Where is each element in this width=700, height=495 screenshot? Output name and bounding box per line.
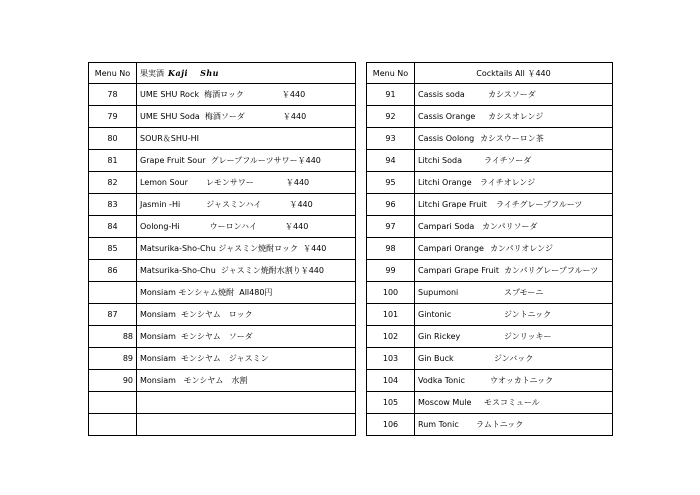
table-row — [89, 282, 356, 304]
menu-item: Monsiam モンシャム焼酎 All480円 — [137, 282, 356, 304]
menu-number: 93 — [367, 128, 415, 150]
table-row — [367, 414, 613, 436]
table-row — [367, 194, 613, 216]
menu-item: Oolong-Hi ウーロンハイ ￥440 — [137, 216, 356, 238]
menu-item: Campari Soda カンパリソーダ — [415, 216, 613, 238]
table-row — [89, 414, 356, 436]
menu-number: 87 — [89, 304, 137, 326]
table-row — [367, 128, 613, 150]
menu-number: 85 — [89, 238, 137, 260]
table-row — [89, 238, 356, 260]
menu-item: Jasmin -Hi ジャスミンハイ ￥440 — [137, 194, 356, 216]
menu-number: 79 — [89, 106, 137, 128]
table-row — [367, 392, 613, 414]
menu-number: 104 — [367, 370, 415, 392]
table-row — [367, 172, 613, 194]
menu-item: Gintonic ジントニック — [415, 304, 613, 326]
table-row — [89, 260, 356, 282]
menu-number: 91 — [367, 84, 415, 106]
menu-number: 88 — [89, 326, 137, 348]
table-row — [367, 238, 613, 260]
menu-item: Gin Rickey ジンリッキー — [415, 326, 613, 348]
table-row — [89, 216, 356, 238]
table-row — [367, 106, 613, 128]
menu-number: 90 — [89, 370, 137, 392]
menu-number: 102 — [367, 326, 415, 348]
table-row — [367, 260, 613, 282]
menu-item: Gin Buck ジンバック — [415, 348, 613, 370]
table-row — [89, 128, 356, 150]
table-row — [89, 106, 356, 128]
menu-number — [89, 282, 137, 304]
menu-item: Monsiam モンシヤム ジャスミン — [137, 348, 356, 370]
table-row — [89, 84, 356, 106]
menu-item: Matsurika-Sho-Chu ジャスミン焼酎ロック ￥440 — [137, 238, 356, 260]
category-header: Cocktails All ￥440 — [415, 63, 613, 84]
menu-item: Moscow Mule モスコミュール — [415, 392, 613, 414]
table-row — [367, 304, 613, 326]
menu-number: 92 — [367, 106, 415, 128]
menu-item — [137, 392, 356, 414]
menu-number: 106 — [367, 414, 415, 436]
table-row — [367, 370, 613, 392]
menu-item: Vodka Tonic ウオッカトニック — [415, 370, 613, 392]
menu-item: Matsurika-Sho-Chu ジャスミン焼酎水割り￥440 — [137, 260, 356, 282]
table-row — [89, 150, 356, 172]
menu-number: 97 — [367, 216, 415, 238]
menu-item: Campari Grape Fruit カンパリグレープフルーツ — [415, 260, 613, 282]
menu-item: UME SHU Rock 梅酒ロック ￥440 — [137, 84, 356, 106]
kaji-shu-logo: Kaji Shu — [168, 67, 219, 78]
menu-no-header: Menu No — [367, 63, 415, 84]
menu-number: 100 — [367, 282, 415, 304]
menu-number: 96 — [367, 194, 415, 216]
menu-number: 95 — [367, 172, 415, 194]
category-header — [137, 63, 356, 84]
menu-number: 94 — [367, 150, 415, 172]
menu-item: UME SHU Soda 梅酒ソーダ ￥440 — [137, 106, 356, 128]
menu-item: SOUR＆SHU-HI — [137, 128, 356, 150]
menu-number: 82 — [89, 172, 137, 194]
menu-item: Monsiam モンシヤム ソーダ — [137, 326, 356, 348]
menu-number: 84 — [89, 216, 137, 238]
table-row — [89, 392, 356, 414]
menu-number: 81 — [89, 150, 137, 172]
menu-item: Lemon Sour レモンサワー ￥440 — [137, 172, 356, 194]
menu-item: Litchi Grape Fruit ライチグレープフルーツ — [415, 194, 613, 216]
table-header — [367, 63, 613, 84]
menu-number: 83 — [89, 194, 137, 216]
menu-item: Cassis soda カシスソーダ — [415, 84, 613, 106]
menu-number: 103 — [367, 348, 415, 370]
category-title: 果実酒 — [140, 68, 164, 78]
menu-number: 101 — [367, 304, 415, 326]
table-row — [367, 326, 613, 348]
menu-number: 78 — [89, 84, 137, 106]
menu-item: Monsiam モンシヤム 水割 — [137, 370, 356, 392]
menu-item: Rum Tonic ラムトニック — [415, 414, 613, 436]
table-row — [89, 304, 356, 326]
menu-number — [89, 414, 137, 436]
menu-number — [89, 392, 137, 414]
left-menu-table — [88, 62, 356, 436]
menu-number: 105 — [367, 392, 415, 414]
menu-item: Cassis Orange カシスオレンジ — [415, 106, 613, 128]
menu-number: 80 — [89, 128, 137, 150]
menu-no-header: Menu No — [89, 63, 137, 84]
menu-item: Monsiam モンシヤム ロック — [137, 304, 356, 326]
menu-number: 99 — [367, 260, 415, 282]
table-header — [89, 63, 356, 84]
table-row — [89, 370, 356, 392]
table-row — [89, 326, 356, 348]
menu-item: Grape Fruit Sour グレープフルーツサワー￥440 — [137, 150, 356, 172]
menu-item: Litchi Soda ライチソーダ — [415, 150, 613, 172]
menu-item — [137, 414, 356, 436]
right-menu-table — [366, 62, 613, 436]
table-row — [89, 194, 356, 216]
menu-item: Litchi Orange ライチオレンジ — [415, 172, 613, 194]
table-row — [367, 150, 613, 172]
menu-number: 86 — [89, 260, 137, 282]
table-row — [89, 172, 356, 194]
menu-item: Supumoni スプモーニ — [415, 282, 613, 304]
menu-number: 89 — [89, 348, 137, 370]
menu-item: Cassis Oolong カシスウーロン茶 — [415, 128, 613, 150]
menu-number: 98 — [367, 238, 415, 260]
table-row — [89, 348, 356, 370]
table-row — [367, 84, 613, 106]
table-row — [367, 216, 613, 238]
menu-item: Campari Orange カンパリオレンジ — [415, 238, 613, 260]
table-row — [367, 348, 613, 370]
table-row — [367, 282, 613, 304]
